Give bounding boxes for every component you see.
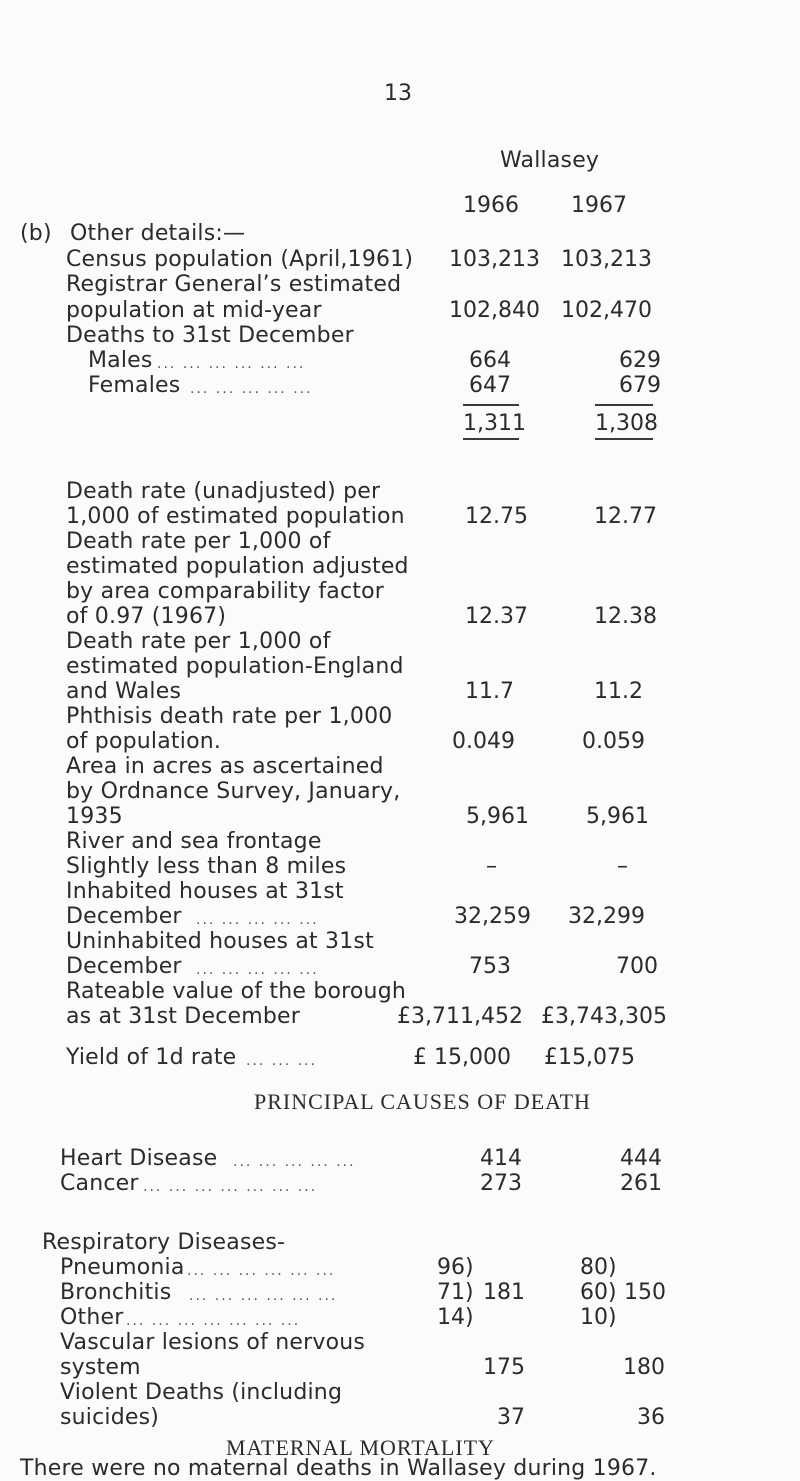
phthisis-1967: 0.059 xyxy=(582,729,645,754)
pneumonia-leader: ... ... ... ... ... ... xyxy=(187,1263,336,1279)
area-label-2: by Ordnance Survey, January, xyxy=(66,779,401,804)
area-1967: 5,961 xyxy=(586,804,649,829)
frontage-1967: – xyxy=(617,854,628,879)
inhabited-1967: 32,299 xyxy=(568,904,645,929)
inhabited-leader: ... ... ... ... ... xyxy=(196,912,319,928)
males-1966: 664 xyxy=(469,348,511,373)
census-1966: 103,213 xyxy=(449,247,540,272)
phthisis-label-1: Phthisis death rate per 1,000 xyxy=(66,704,393,729)
violent-label-2: suicides) xyxy=(60,1405,160,1430)
phthisis-1966: 0.049 xyxy=(452,729,515,754)
year-1966-header: 1966 xyxy=(463,193,519,218)
females-leader: ... ... ... ... ... xyxy=(190,381,313,397)
uninhabited-label-1: Uninhabited houses at 31st xyxy=(66,929,374,954)
cancer-1966: 273 xyxy=(480,1171,522,1196)
registrar-1967: 102,470 xyxy=(561,298,652,323)
pneumonia-label: Pneumonia xyxy=(60,1255,185,1280)
violent-1967: 36 xyxy=(637,1405,665,1430)
rateable-1966: £3,711,452 xyxy=(397,1004,523,1029)
males-1967: 629 xyxy=(619,348,661,373)
frontage-1966: – xyxy=(486,854,497,879)
bronchitis-leader: ... ... ... ... ... ... xyxy=(189,1288,338,1304)
rateable-1967: £3,743,305 xyxy=(541,1004,667,1029)
death-rate-unadj-1966: 12.75 xyxy=(465,504,528,529)
death-rate-adj-label-3: by area comparability factor xyxy=(66,579,384,604)
frontage-label-2: Slightly less than 8 miles xyxy=(66,854,347,879)
frontage-label-1: River and sea frontage xyxy=(66,829,322,854)
vascular-1966: 175 xyxy=(483,1355,525,1380)
death-rate-ew-label-2: estimated population-England xyxy=(66,654,404,679)
death-rate-ew-label-3: and Wales xyxy=(66,679,182,704)
vascular-1967: 180 xyxy=(623,1355,665,1380)
cancer-label: Cancer xyxy=(60,1171,139,1196)
inhabited-label-2: December xyxy=(66,904,182,929)
rateable-label-2: as at 31st December xyxy=(66,1004,300,1029)
page-number: 13 xyxy=(384,81,412,106)
uninhabited-1966: 753 xyxy=(469,954,511,979)
pneumonia-1967: 80) xyxy=(580,1255,617,1280)
cancer-1967: 261 xyxy=(620,1171,662,1196)
other-respiratory-label: Other xyxy=(60,1305,124,1330)
other-respiratory-leader: ... ... ... ... ... ... ... xyxy=(126,1313,301,1329)
section-heading: Other details:— xyxy=(70,221,246,246)
death-rate-adj-1967: 12.38 xyxy=(594,604,657,629)
subtotal-rule-1966 xyxy=(463,404,519,406)
area-label-3: 1935 xyxy=(66,804,123,829)
death-rate-unadj-label-2: 1,000 of estimated population xyxy=(66,504,405,529)
respiratory-total-1966: 181 xyxy=(483,1280,525,1305)
death-rate-ew-label-1: Death rate per 1,000 of xyxy=(66,629,331,654)
registrar-label-2: population at mid-year xyxy=(66,298,322,323)
phthisis-label-2: of population. xyxy=(66,729,222,754)
total-rule-1967 xyxy=(595,438,653,440)
deaths-heading: Deaths to 31st December xyxy=(66,323,354,348)
death-rate-adj-label-1: Death rate per 1,000 of xyxy=(66,529,331,554)
area-heading: Wallasey xyxy=(500,148,600,173)
section-marker: (b) xyxy=(20,221,52,246)
females-1967: 679 xyxy=(619,373,661,398)
yield-label: Yield of 1d rate xyxy=(66,1045,237,1070)
death-rate-unadj-1967: 12.77 xyxy=(594,504,657,529)
death-rate-adj-1966: 12.37 xyxy=(465,604,528,629)
yield-1966: £ 15,000 xyxy=(413,1045,511,1070)
inhabited-1966: 32,259 xyxy=(454,904,531,929)
other-respiratory-1967: 10) xyxy=(580,1305,617,1330)
registrar-1966: 102,840 xyxy=(449,298,540,323)
heart-label: Heart Disease xyxy=(60,1146,218,1171)
heart-1967: 444 xyxy=(620,1146,662,1171)
heart-1966: 414 xyxy=(480,1146,522,1171)
other-respiratory-1966: 14) xyxy=(437,1305,474,1330)
respiratory-total-1967: 150 xyxy=(624,1280,666,1305)
vascular-label-2: system xyxy=(60,1355,141,1380)
cancer-leader: ... ... ... ... ... ... ... xyxy=(143,1179,318,1195)
pneumonia-1966: 96) xyxy=(437,1255,474,1280)
respiratory-heading: Respiratory Diseases- xyxy=(42,1230,286,1255)
rateable-label-1: Rateable value of the borough xyxy=(66,979,407,1004)
registrar-label-1: Registrar General’s estimated xyxy=(66,272,402,297)
yield-1967: £15,075 xyxy=(544,1045,635,1070)
males-leader: ... ... ... ... ... ... xyxy=(157,356,306,372)
heart-leader: ... ... ... ... ... xyxy=(233,1154,356,1170)
inhabited-label-1: Inhabited houses at 31st xyxy=(66,879,344,904)
violent-1966: 37 xyxy=(497,1405,525,1430)
males-label: Males xyxy=(88,348,153,373)
subtotal-rule-1967 xyxy=(595,404,653,406)
uninhabited-leader: ... ... ... ... ... xyxy=(196,962,319,978)
bronchitis-1966: 71) xyxy=(437,1280,474,1305)
violent-label-1: Violent Deaths (including xyxy=(60,1380,343,1405)
census-1967: 103,213 xyxy=(561,247,652,272)
vascular-label-1: Vascular lesions of nervous xyxy=(60,1330,366,1355)
total-rule-1966 xyxy=(463,438,519,440)
death-rate-ew-1967: 11.2 xyxy=(594,679,643,704)
principal-causes-title: PRINCIPAL CAUSES OF DEATH xyxy=(254,1089,591,1114)
total-1966: 1,311 xyxy=(463,411,526,436)
year-1967-header: 1967 xyxy=(571,193,627,218)
bronchitis-1967: 60) xyxy=(580,1280,617,1305)
total-1967: 1,308 xyxy=(595,411,658,436)
yield-leader: ... ... ... xyxy=(246,1053,317,1069)
death-rate-ew-1966: 11.7 xyxy=(465,679,514,704)
area-1966: 5,961 xyxy=(466,804,529,829)
uninhabited-1967: 700 xyxy=(616,954,658,979)
females-1966: 647 xyxy=(469,373,511,398)
area-label-1: Area in acres as ascertained xyxy=(66,754,384,779)
death-rate-adj-label-4: of 0.97 (1967) xyxy=(66,604,227,629)
uninhabited-label-2: December xyxy=(66,954,182,979)
census-label: Census population (April,1961) xyxy=(66,247,414,272)
death-rate-adj-label-2: estimated population adjusted xyxy=(66,554,409,579)
maternal-note: There were no maternal deaths in Wallasey during 1967. xyxy=(20,1456,657,1481)
death-rate-unadj-label-1: Death rate (unadjusted) per xyxy=(66,479,381,504)
maternal-mortality-title: MATERNAL MORTALITY xyxy=(226,1435,495,1460)
bronchitis-label: Bronchitis xyxy=(60,1280,172,1305)
females-label: Females xyxy=(88,373,181,398)
